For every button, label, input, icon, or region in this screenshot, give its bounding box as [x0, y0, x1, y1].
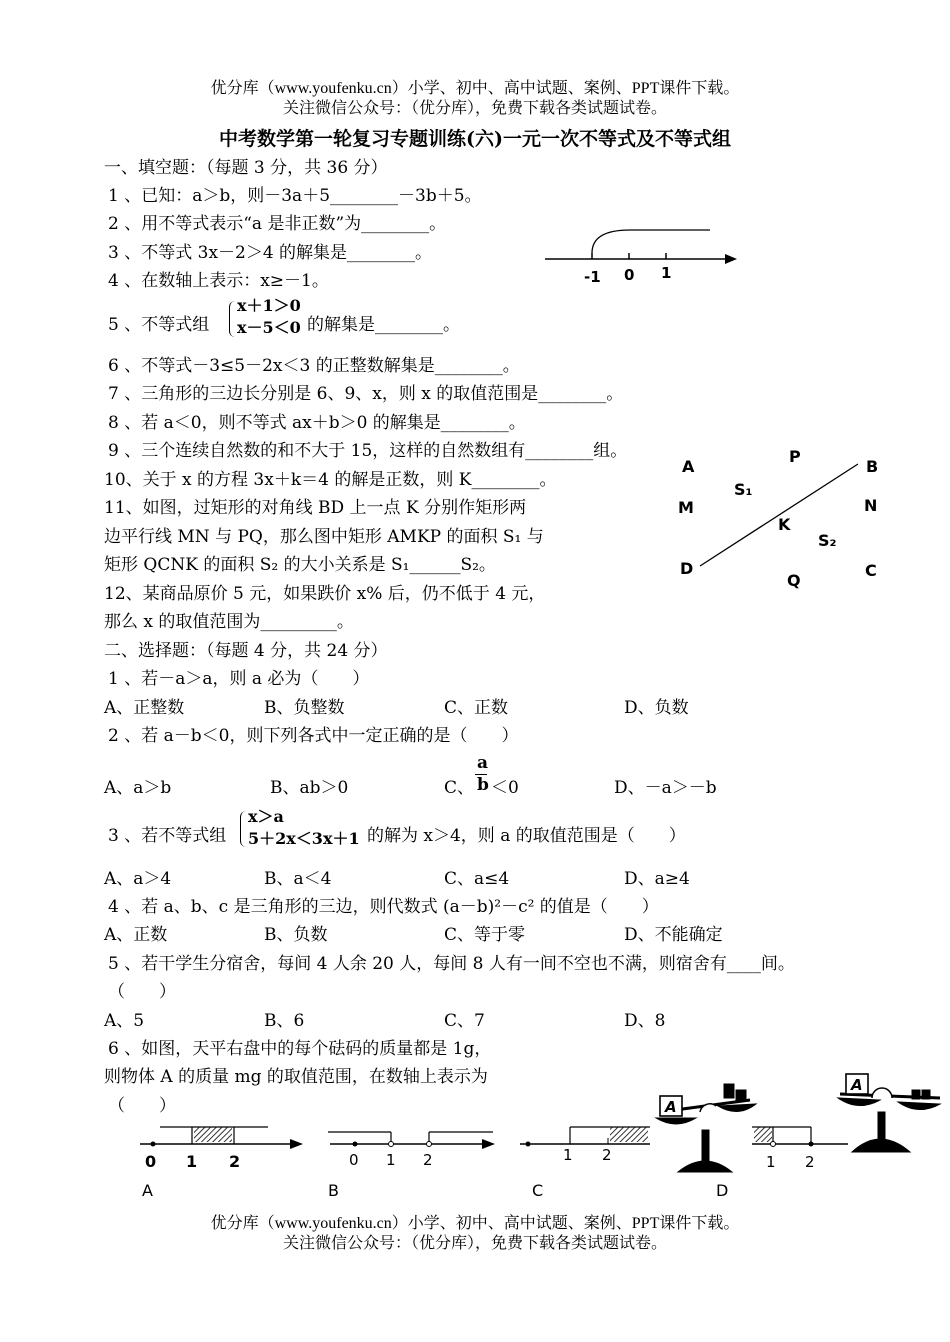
choice-q2-opt-d: D、－a＞－b [614, 778, 717, 798]
choice-q6-paren: （ ） [108, 1096, 176, 1116]
q6-balance1-object-label: A [665, 1098, 677, 1116]
fill-q12-line2: 那么 x 的取值范围为_________。 [104, 612, 354, 632]
q6a-tick-2: 2 [229, 1152, 241, 1171]
fill-q5-prefix: 5 、不等式组 [108, 315, 210, 335]
fill-q2: 2 、用不等式表示“a 是非正数”为________。 [108, 214, 447, 234]
q6a-tick-0: 0 [145, 1152, 157, 1171]
choice-q3-opt-d: D、a≥4 [624, 869, 690, 889]
choice-q3-suffix: 的解为 x＞4，则 a 的取值范围是（ ） [367, 826, 686, 846]
fill-q10: 10、关于 x 的方程 3x＋k＝4 的解是正数，则 K________。 [104, 470, 557, 490]
q6-axis-a [140, 1127, 303, 1171]
header-line-1: 优分库（www.youfenku.cn）小学、初中、高中试题、案例、PPT课件下载。 [210, 80, 740, 97]
choice-q6-line1: 6 、如图，天平右盘中的每个砝码的质量都是 1g， [108, 1039, 492, 1059]
choice-q1-opt-c: C、正数 [444, 698, 509, 718]
fill-q8: 8 、若 a＜0，则不等式 ax＋b＞0 的解集是________。 [108, 413, 526, 433]
choice-q5: 5 、若干学生分宿舍，每间 4 人余 20 人，每间 8 人有一间不空也不满，则宿舍有____间。 [108, 954, 795, 974]
q11-label-A: A [682, 457, 695, 476]
choice-q3-opt-c: C、a≤4 [444, 869, 510, 889]
choice-q3-opt-a: A、a＞4 [104, 869, 172, 889]
q6c-tick-1: 1 [563, 1146, 573, 1164]
choice-q5-opt-b: B、6 [264, 1011, 305, 1031]
choice-q5-opt-c: C、7 [444, 1011, 485, 1031]
q3-brace [240, 811, 247, 847]
q11-label-M: M [678, 498, 694, 517]
q6-option-label-d: D [716, 1181, 729, 1200]
fill-q4: 4 、在数轴上表示：x≥－1。 [108, 271, 329, 291]
q4-tick-0: 0 [624, 266, 635, 284]
fill-q11-line3: 矩形 QCNK 的面积 S₂ 的大小关系是 S₁______S₂。 [104, 555, 496, 575]
fill-q7: 7 、三角形的三边长分别是 6、9、x，则 x 的取值范围是________。 [108, 384, 624, 404]
q6-figures [0, 1060, 950, 1210]
q11-label-P: P [789, 447, 801, 466]
choice-q2-opt-a: A、a＞b [104, 778, 172, 798]
q6-axis-b [328, 1132, 495, 1169]
fill-q5-suffix: 的解集是________。 [307, 315, 460, 335]
q6-balance-right [838, 1074, 940, 1152]
choice-q1-opt-b: B、负整数 [264, 698, 345, 718]
q6-option-label-b: B [328, 1181, 339, 1200]
q6b-tick-1: 1 [386, 1151, 396, 1169]
fill-q3: 3 、不等式 3x－2＞4 的解集是________。 [108, 243, 433, 263]
q3-ineq-2: 5＋2x＜3x＋1 [248, 829, 360, 848]
q2-frac-denominator: b [477, 775, 489, 795]
q6d-tick-1: 1 [766, 1153, 776, 1171]
choice-q2-opt-c-tail: ＜0 [491, 778, 519, 798]
q4-number-line [540, 222, 740, 292]
choice-q1-opt-d: D、负数 [624, 698, 689, 718]
q6-axis-c [520, 1127, 650, 1164]
q6b-tick-0: 0 [349, 1151, 359, 1169]
choice-q2-opt-c: C、 [444, 778, 475, 798]
q11-label-K: K [778, 515, 791, 534]
q11-label-N: N [864, 496, 878, 515]
choice-q5-paren: （ ） [108, 982, 176, 1002]
choice-q6-line2: 则物体 A 的质量 mg 的取值范围，在数轴上表示为 [104, 1067, 488, 1087]
q6-option-label-c: C [532, 1181, 544, 1200]
q6-option-label-a: A [142, 1181, 153, 1200]
fill-q1: 1 、已知：a＞b，则－3a＋5________－3b＋5。 [108, 186, 482, 206]
fill-q11-line2: 边平行线 MN 与 PQ，那么图中矩形 AMKP 的面积 S₁ 与 [104, 527, 544, 547]
q6d-tick-2: 2 [805, 1153, 815, 1171]
q6c-tick-2: 2 [602, 1146, 612, 1164]
q6b-tick-2: 2 [423, 1151, 433, 1169]
footer-line-2: 关注微信公众号：（优分库），免费下载各类试题试卷。 [282, 1235, 667, 1252]
choice-q4-opt-d: D、不能确定 [624, 925, 723, 945]
q6-balance2-object-label: A [851, 1076, 863, 1094]
q11-label-S1: S₁ [734, 480, 753, 499]
choice-q3-prefix: 3 、若不等式组 [108, 826, 227, 846]
q6-axis-d [752, 1127, 848, 1171]
footer-line-1: 优分库（www.youfenku.cn）小学、初中、高中试题、案例、PPT课件下载。 [210, 1215, 740, 1232]
q11-label-C: C [865, 561, 877, 580]
q5-brace [229, 301, 236, 337]
q3-ineq-1: x＞a [248, 807, 284, 826]
page-title: 中考数学第一轮复习专题训练(六)一元一次不等式及不等式组 [219, 128, 731, 150]
choice-q4-opt-c: C、等于零 [444, 925, 526, 945]
q5-ineq-1: x＋1＞0 [237, 296, 301, 315]
q11-rectangle-figure [670, 440, 890, 590]
fill-q12-line1: 12、某商品原价 5 元，如果跌价 x% 后，仍不低于 4 元， [104, 584, 546, 604]
q11-label-Q: Q [787, 571, 801, 590]
header-line-2: 关注微信公众号：（优分库），免费下载各类试题试卷。 [282, 100, 667, 117]
q11-label-S2: S₂ [818, 531, 837, 550]
choice-q2-opt-b: B、ab＞0 [270, 778, 349, 798]
choice-q5-opt-a: A、5 [104, 1011, 145, 1031]
choice-q4-opt-b: B、负数 [264, 925, 328, 945]
q4-tick-neg1: -1 [584, 268, 601, 286]
choice-section-heading: 二、选择题：（每题 4 分，共 24 分） [104, 641, 388, 661]
q6a-tick-1: 1 [186, 1152, 198, 1171]
choice-q4-opt-a: A、正数 [104, 925, 168, 945]
choice-q4: 4 、若 a、b、c 是三角形的三边，则代数式 (a－b)²－c² 的值是（ ） [108, 897, 659, 917]
q11-label-D: D [680, 559, 694, 578]
fill-q6: 6 、不等式－3≤5－2x＜3 的正整数解集是________。 [108, 356, 520, 376]
q4-tick-1: 1 [661, 264, 672, 282]
q11-label-B: B [866, 457, 879, 476]
choice-q1-opt-a: A、正整数 [104, 698, 185, 718]
choice-q3-opt-b: B、a＜4 [264, 869, 332, 889]
q2-frac-numerator: a [477, 753, 489, 773]
choice-q1: 1 、若－a＞a，则 a 必为（ ） [108, 669, 370, 689]
choice-q5-opt-d: D、8 [624, 1011, 666, 1031]
q5-ineq-2: x－5＜0 [237, 318, 301, 337]
fill-q9: 9 、三个连续自然数的和不大于 15，这样的自然数组有________组。 [108, 441, 628, 461]
fill-q11-line1: 11、如图，过矩形的对角线 BD 上一点 K 分别作矩形两 [104, 498, 527, 518]
q6-balance-left [656, 1084, 756, 1172]
fill-section-heading: 一、填空题：（每题 3 分，共 36 分） [104, 158, 388, 178]
choice-q2: 2 、若 a－b＜0，则下列各式中一定正确的是（ ） [108, 726, 519, 746]
